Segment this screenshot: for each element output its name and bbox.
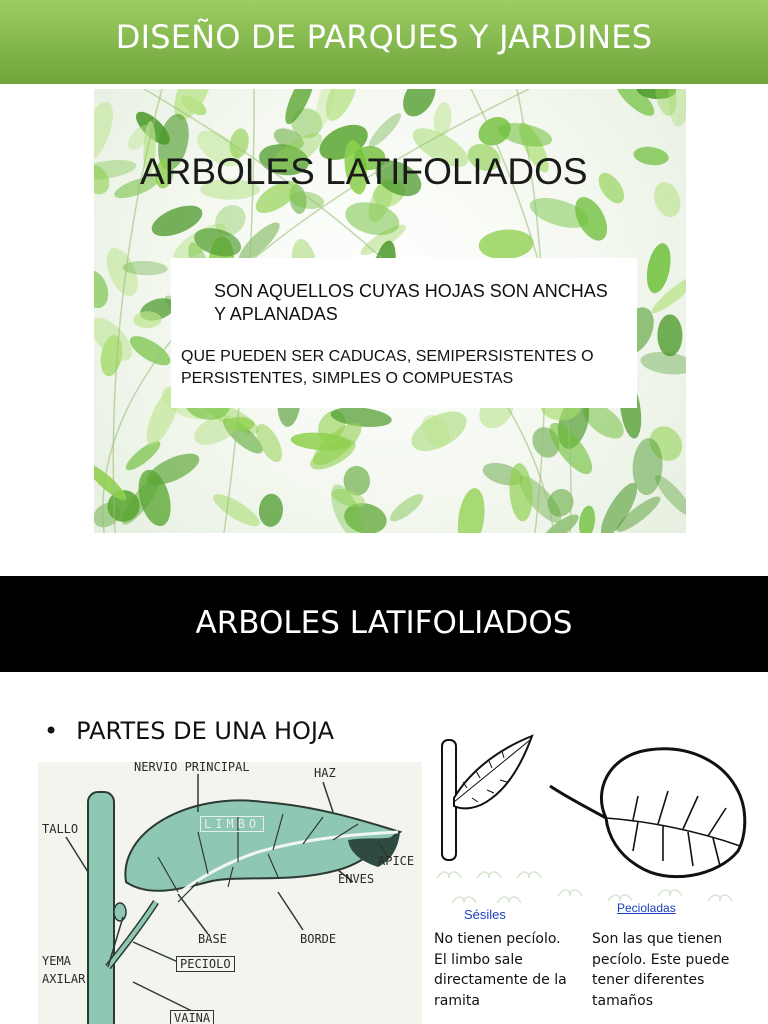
definition-text: SON AQUELLOS CUYAS HOJAS SON ANCHAS Y APLANADAS <box>214 281 608 324</box>
leaflet-shape <box>643 241 674 295</box>
leaflet-shape <box>133 311 161 328</box>
petiolate-label[interactable]: Pecioladas <box>617 901 676 915</box>
petiolate-description: Son las que tienen pecíolo. Este puede tener diferentes tamaños <box>592 931 730 1009</box>
leaf-illustration <box>38 762 422 1024</box>
leaves-background-photo <box>94 89 686 533</box>
label-enves: ENVES <box>338 872 375 886</box>
label-apice: APICE <box>378 854 415 868</box>
types-text: QUE PUEDEN SER CADUCAS, SEMIPERSISTENTES O PERSISTENTES, SIMPLES O COMPUESTAS <box>181 348 594 387</box>
leaflet-shape <box>639 349 686 377</box>
leaflet-shape <box>668 89 686 127</box>
label-haz: HAZ <box>314 766 336 780</box>
leaflet-shape <box>125 331 174 371</box>
bullet-dot: • <box>44 717 59 745</box>
leaflet-shape <box>650 179 685 221</box>
leaflet-shape <box>209 489 264 532</box>
leaf-parts-diagram <box>38 762 422 1024</box>
leaflet-shape <box>478 228 535 261</box>
label-tallo: TALLO <box>42 822 79 836</box>
leaflet-shape <box>386 490 426 526</box>
label-vaina: VAINA <box>170 1010 214 1024</box>
leaflet-shape <box>657 314 682 356</box>
label-borde: BORDE <box>300 932 337 946</box>
label-limbo: LIMBO <box>200 816 264 832</box>
bullet-text: PARTES DE UNA HOJA <box>76 717 334 745</box>
leaflet-shape <box>454 486 488 533</box>
sessile-leaf-drawing <box>432 728 547 918</box>
label-yema: YEMA <box>42 954 71 968</box>
leaflet-shape <box>258 493 284 528</box>
sessile-leaf-illustration <box>432 728 547 918</box>
petiolate-leaf-drawing <box>548 736 756 921</box>
leaflet-shape <box>365 110 405 152</box>
photo-title: ARBOLES LATIFOLIADOS <box>140 151 588 192</box>
label-nervio-principal: NERVIO PRINCIPAL <box>134 762 250 774</box>
label-peciolo: PECIOLO <box>176 956 235 972</box>
slide-1-title: DISEÑO DE PARQUES Y JARDINES <box>115 18 653 56</box>
leaflet-shape <box>593 168 629 208</box>
petiolate-leaf-illustration <box>548 736 756 921</box>
leaflet-shape <box>94 98 119 166</box>
slide-2-title: ARBOLES LATIFOLIADOS <box>195 605 573 641</box>
definition-box <box>171 258 637 408</box>
sessile-description: No tienen pecíolo. El limbo sale directamente de la ramita <box>434 931 567 1009</box>
leaflet-shape <box>632 145 670 168</box>
sessile-label: Sésiles <box>464 907 506 922</box>
label-axilar: AXILAR <box>42 972 86 986</box>
label-base: BASE <box>198 932 227 946</box>
bullet-item <box>44 717 334 745</box>
slide-2-header <box>0 576 768 672</box>
slide-2 <box>0 576 768 1024</box>
leaflet-shape <box>577 505 597 533</box>
slide-1-header <box>0 0 768 84</box>
